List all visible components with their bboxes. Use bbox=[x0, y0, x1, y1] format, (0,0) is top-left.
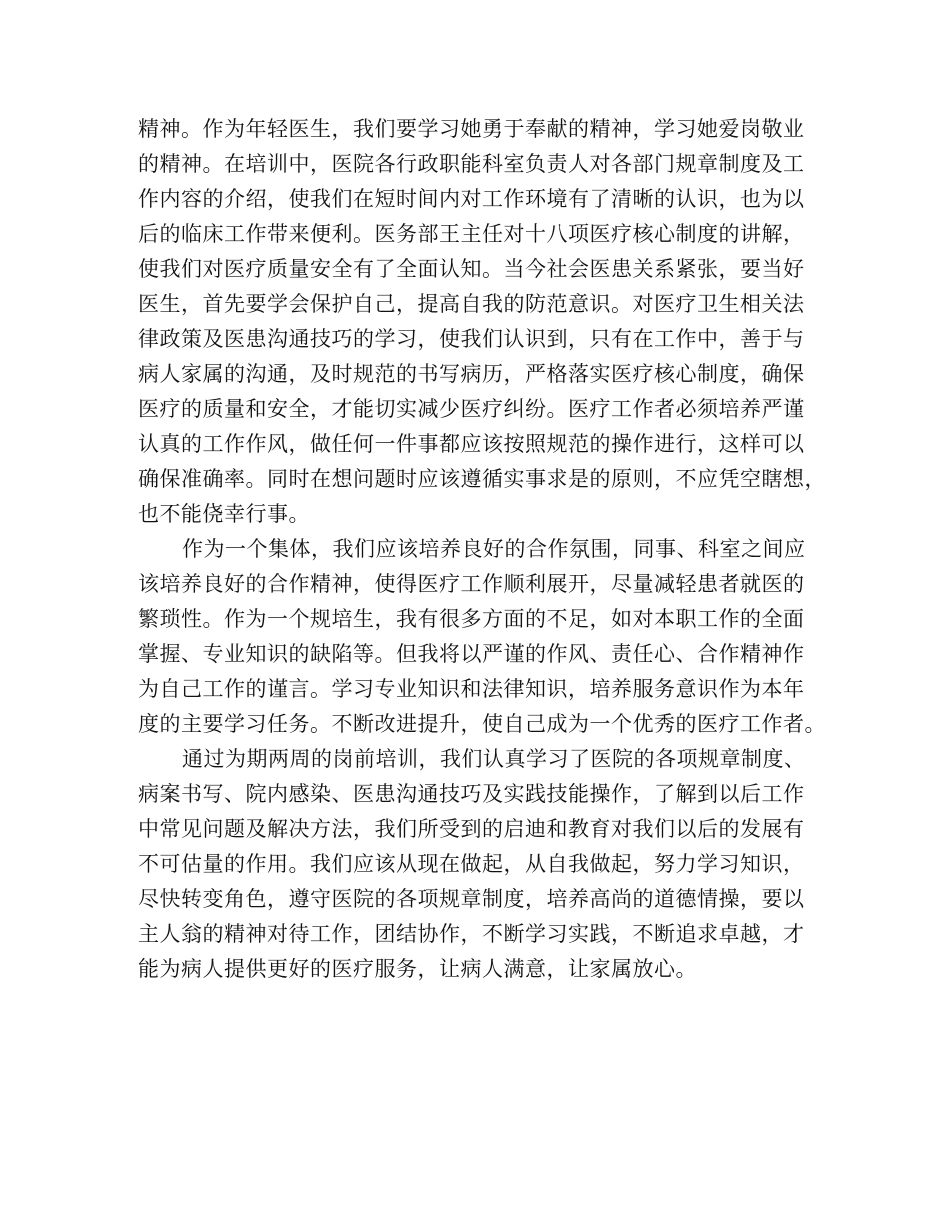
text-line: 认真的工作作风，做任何一件事都应该按照规范的操作进行，这样可以 bbox=[138, 432, 805, 456]
text-line: 为自己工作的谨言。学习专业知识和法律知识，培养服务意识作为本年 bbox=[138, 677, 805, 701]
text-line: 律政策及医患沟通技巧的学习，使我们认识到，只有在工作中，善于与 bbox=[138, 327, 805, 351]
text-line: 也不能侥幸行事。 bbox=[138, 502, 310, 526]
text-line: 能为病人提供更好的医疗服务，让病人满意，让家属放心。 bbox=[138, 957, 697, 981]
paragraph-start-line: 通过为期两周的岗前培训，我们认真学习了医院的各项规章制度、 bbox=[182, 747, 806, 771]
text-line: 病案书写、院内感染、医患沟通技巧及实践技能操作，了解到以后工作 bbox=[138, 782, 805, 806]
text-line: 确保准确率。同时在想问题时应该遵循实事求是的原则，不应凭空瞎想， bbox=[138, 467, 826, 491]
text-line: 医疗的质量和安全，才能切实减少医疗纠纷。医疗工作者必须培养严谨 bbox=[138, 397, 805, 421]
text-line: 尽快转变角色，遵守医院的各项规章制度，培养高尚的道德情操，要以 bbox=[138, 887, 805, 911]
text-line: 精神。作为年轻医生，我们要学习她勇于奉献的精神，学习她爱岗敬业 bbox=[138, 117, 805, 141]
text-line: 繁琐性。作为一个规培生，我有很多方面的不足，如对本职工作的全面 bbox=[138, 607, 805, 631]
text-line: 度的主要学习任务。不断改进提升，使自己成为一个优秀的医疗工作者。 bbox=[138, 712, 826, 736]
text-line: 作内容的介绍，使我们在短时间内对工作环境有了清晰的认识，也为以 bbox=[138, 187, 805, 211]
text-line: 医生，首先要学会保护自己，提高自我的防范意识。对医疗卫生相关法 bbox=[138, 292, 805, 316]
text-line: 的精神。在培训中，医院各行政职能科室负责人对各部门规章制度及工 bbox=[138, 152, 805, 176]
paragraph-start-line: 作为一个集体，我们应该培养良好的合作氛围，同事、科室之间应 bbox=[182, 537, 806, 561]
text-line: 掌握、专业知识的缺陷等。但我将以严谨的作风、责任心、合作精神作 bbox=[138, 642, 805, 666]
text-line: 该培养良好的合作精神，使得医疗工作顺利展开，尽量减轻患者就医的 bbox=[138, 572, 805, 596]
document-body bbox=[138, 112, 828, 987]
text-line: 使我们对医疗质量安全有了全面认知。当今社会医患关系紧张，要当好 bbox=[138, 257, 805, 281]
text-line: 病人家属的沟通，及时规范的书写病历，严格落实医疗核心制度，确保 bbox=[138, 362, 805, 386]
text-line: 主人翁的精神对待工作，团结协作，不断学习实践，不断追求卓越，才 bbox=[138, 922, 805, 946]
text-line: 中常见问题及解决方法，我们所受到的启迪和教育对我们以后的发展有 bbox=[138, 817, 805, 841]
text-line: 不可估量的作用。我们应该从现在做起，从自我做起，努力学习知识， bbox=[138, 852, 805, 876]
text-line: 后的临床工作带来便利。医务部王主任对十八项医疗核心制度的讲解， bbox=[138, 222, 805, 246]
